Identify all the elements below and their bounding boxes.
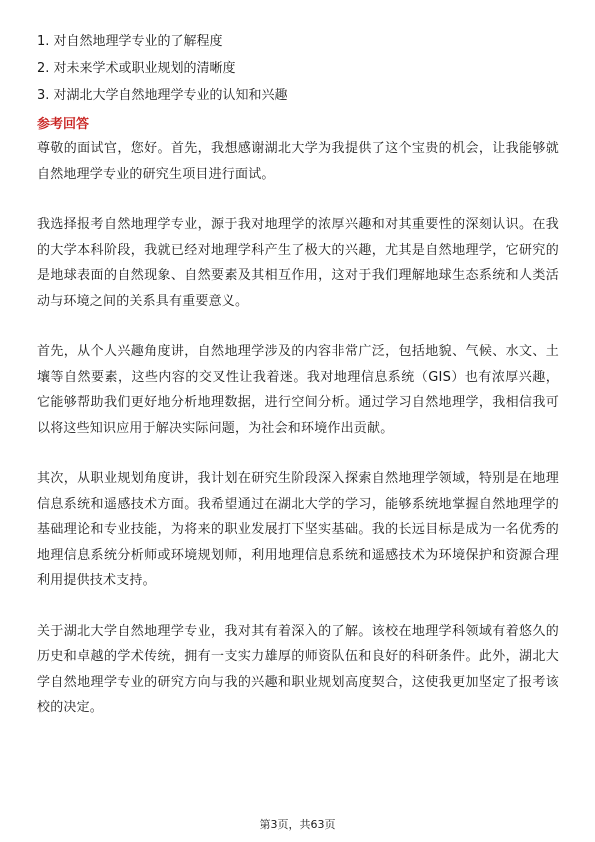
page-number: 第3页，共63页 [259,818,336,831]
answer-paragraph: 其次，从职业规划角度讲，我计划在研究生阶段深入探索自然地理学领域，特别是在地理信息系统和遥感技术方面。我希望通过在湖北大学的学习，能够系统地掌握自然地理学的基础理论和专业技能，为将来的职业发展打下坚实基础。我的长远目标是成为一名优秀的地理信息系统分析师或环境规划师，利用地理信息系统和遥感技术为环境保护和资源合理利用提供技术支持。 [37,471,559,588]
answer-heading: 参考回答 [37,117,90,132]
answer-paragraph: 尊敬的面试官，您好。首先，我想感谢湖北大学为我提供了这个宝贵的机会，让我能够就自然地理学专业的研究生项目进行面试。 [37,141,559,182]
answer-body [37,136,559,721]
page-content [37,28,559,721]
criteria-item: 1. 对自然地理学专业的了解程度 [37,34,223,49]
answer-paragraph: 关于湖北大学自然地理学专业，我对其有着深入的了解。该校在地理学科领域有着悠久的历史和卓越的学术传统，拥有一支实力雄厚的师资队伍和良好的科研条件。此外，湖北大学自然地理学专业的研究方向与我的兴趣和职业规划高度契合，这使我更加坚定了报考该校的决定。 [37,623,559,715]
answer-paragraph: 我选择报考自然地理学专业，源于我对地理学的浓厚兴趣和对其重要性的深刻认识。在我的大学本科阶段，我就已经对地理学科产生了极大的兴趣，尤其是自然地理学，它研究的是地球表面的自然现象、自然要素及其相互作用，这对于我们理解地球生态系统和人类活动与环境之间的关系具有重要意义。 [37,217,559,309]
criteria-list [37,28,559,109]
criteria-item: 2. 对未来学术或职业规划的清晰度 [37,61,236,76]
criteria-item: 3. 对湖北大学自然地理学专业的认知和兴趣 [37,88,288,103]
answer-paragraph: 首先，从个人兴趣角度讲，自然地理学涉及的内容非常广泛，包括地貌、气候、水文、土壤等自然要素，这些内容的交叉性让我着迷。我对地理信息系统（GIS）也有浓厚兴趣，它能够帮助我们更好地分析地理数据，进行空间分析。通过学习自然地理学，我相信我可以将这些知识应用于解决实际问题，为社会和环境作出贡献。 [37,344,559,436]
